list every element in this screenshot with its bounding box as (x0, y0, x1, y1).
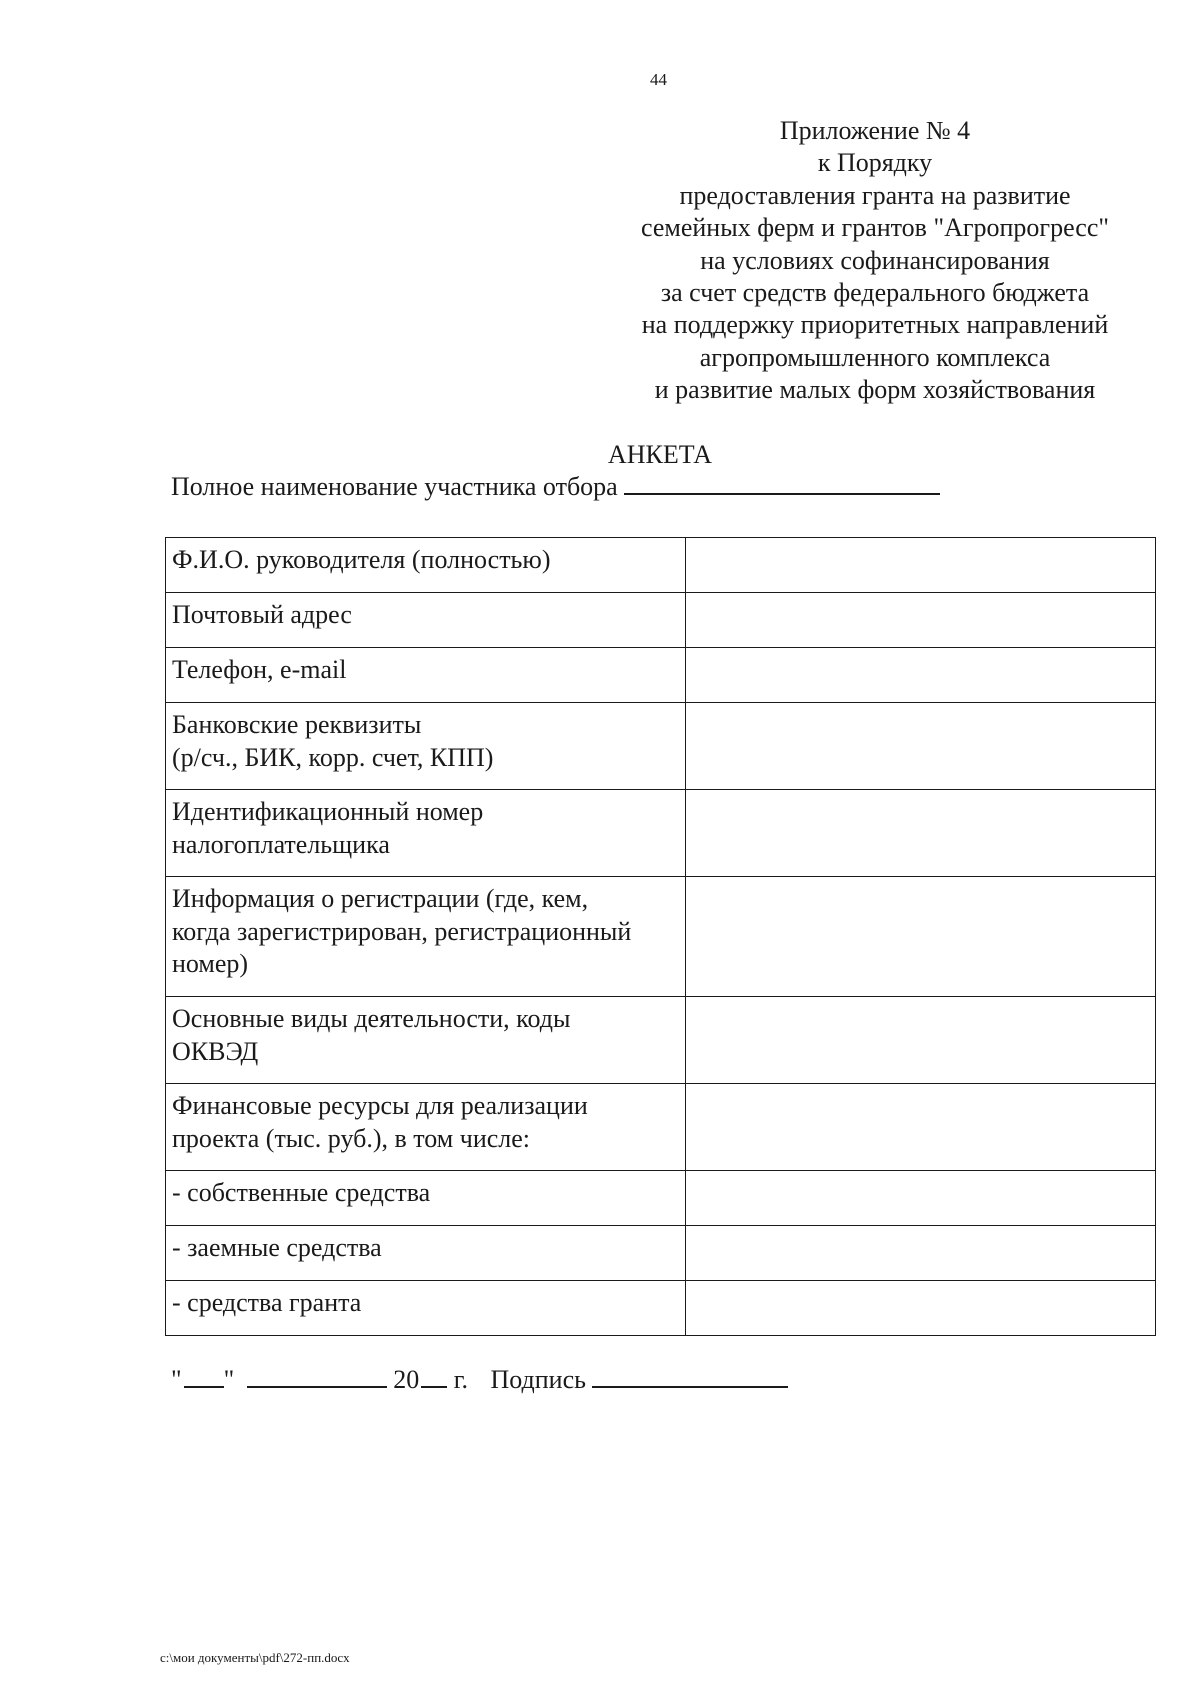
row-label-line: - собственные средства (172, 1178, 431, 1207)
row-value-cell[interactable] (686, 1171, 1156, 1226)
appendix-header-line: к Порядку (817, 148, 933, 178)
table-row (166, 877, 1156, 997)
table-row (166, 593, 1156, 648)
appendix-header-line: агропромышленного комплекса (699, 342, 1051, 372)
table-row (166, 790, 1156, 877)
row-value-cell[interactable] (686, 1084, 1156, 1171)
row-label (166, 1084, 686, 1171)
appendix-header-line: и развитие малых форм хозяйствования (654, 375, 1096, 405)
row-label (166, 538, 686, 593)
row-label-line: Ф.И.О. руководителя (полностью) (172, 545, 551, 574)
row-label-line: Основные виды деятельности, коды (172, 1004, 571, 1033)
appendix-header-line: семейных ферм и грантов "Агропрогресс" (641, 213, 1109, 243)
page-number: 44 (650, 70, 667, 89)
row-label-line: Почтовый адрес (172, 600, 352, 629)
appendix-header-line: за счет средств федерального бюджета (660, 278, 1090, 308)
questionnaire-table (165, 537, 1156, 1336)
row-value-cell[interactable] (686, 997, 1156, 1084)
month-field[interactable] (247, 1382, 387, 1388)
row-label (166, 877, 686, 997)
row-label-line: Финансовые ресурсы для реализации (172, 1091, 588, 1120)
row-label-line: номер) (172, 949, 249, 978)
date-signature-line (171, 1365, 788, 1395)
table-row (166, 538, 1156, 593)
row-value-cell[interactable] (686, 1281, 1156, 1336)
row-label-line: Идентификационный номер (172, 797, 484, 826)
appendix-header-line: предоставления гранта на развитие (679, 180, 1071, 210)
table-row (166, 648, 1156, 703)
row-label-line: когда зарегистрирован, регистрационный (172, 916, 632, 946)
row-value-cell[interactable] (686, 538, 1156, 593)
row-value-cell[interactable] (686, 790, 1156, 877)
year-prefix: 20 (393, 1365, 420, 1394)
row-label (166, 593, 686, 648)
row-value-cell[interactable] (686, 877, 1156, 997)
table-row (166, 1084, 1156, 1171)
signature-label: Подпись (490, 1365, 586, 1394)
row-label-line: Телефон, e-mail (172, 655, 347, 684)
row-label-line: (р/сч., БИК, корр. счет, КПП) (172, 742, 494, 772)
table-row (166, 1226, 1156, 1281)
table-row (166, 997, 1156, 1084)
row-label-line: налогоплательщика (172, 829, 390, 859)
row-label-line: - заемные средства (172, 1233, 382, 1262)
form-title: АНКЕТА (607, 440, 713, 469)
participant-name-line (171, 472, 940, 502)
appendix-header-line: на поддержку приоритетных направлений (641, 310, 1109, 340)
appendix-header-line: на условиях софинансирования (700, 245, 1050, 275)
appendix-header-line: Приложение № 4 (779, 116, 971, 145)
row-label (166, 1281, 686, 1336)
row-label-line: проекта (тыс. руб.), в том числе: (172, 1123, 531, 1153)
signature-field[interactable] (592, 1382, 788, 1388)
row-label-line: Банковские реквизиты (172, 710, 422, 739)
row-label (166, 1171, 686, 1226)
row-value-cell[interactable] (686, 648, 1156, 703)
quote-open: " (171, 1365, 182, 1394)
table-row (166, 1281, 1156, 1336)
row-label-line: Информация о регистрации (где, кем, (172, 884, 589, 913)
row-label-line: ОКВЭД (172, 1036, 259, 1066)
row-value-cell[interactable] (686, 1226, 1156, 1281)
row-label (166, 997, 686, 1084)
row-label-line: - средства гранта (172, 1288, 362, 1317)
row-value-cell[interactable] (686, 703, 1156, 790)
row-label (166, 648, 686, 703)
participant-name-field[interactable] (624, 489, 940, 495)
row-label (166, 790, 686, 877)
appendix-header (560, 115, 1190, 407)
table-row (166, 703, 1156, 790)
quote-close: " (223, 1365, 235, 1394)
row-label (166, 703, 686, 790)
year-suffix: г. (453, 1365, 468, 1394)
table-row (166, 1171, 1156, 1226)
row-label (166, 1226, 686, 1281)
participant-name-label: Полное наименование участника отбора (171, 472, 618, 501)
footer-file-path: c:\мои документы\pdf\272-пп.docx (160, 1650, 350, 1665)
row-value-cell[interactable] (686, 593, 1156, 648)
year-field[interactable] (421, 1382, 447, 1388)
day-field[interactable] (184, 1382, 224, 1388)
